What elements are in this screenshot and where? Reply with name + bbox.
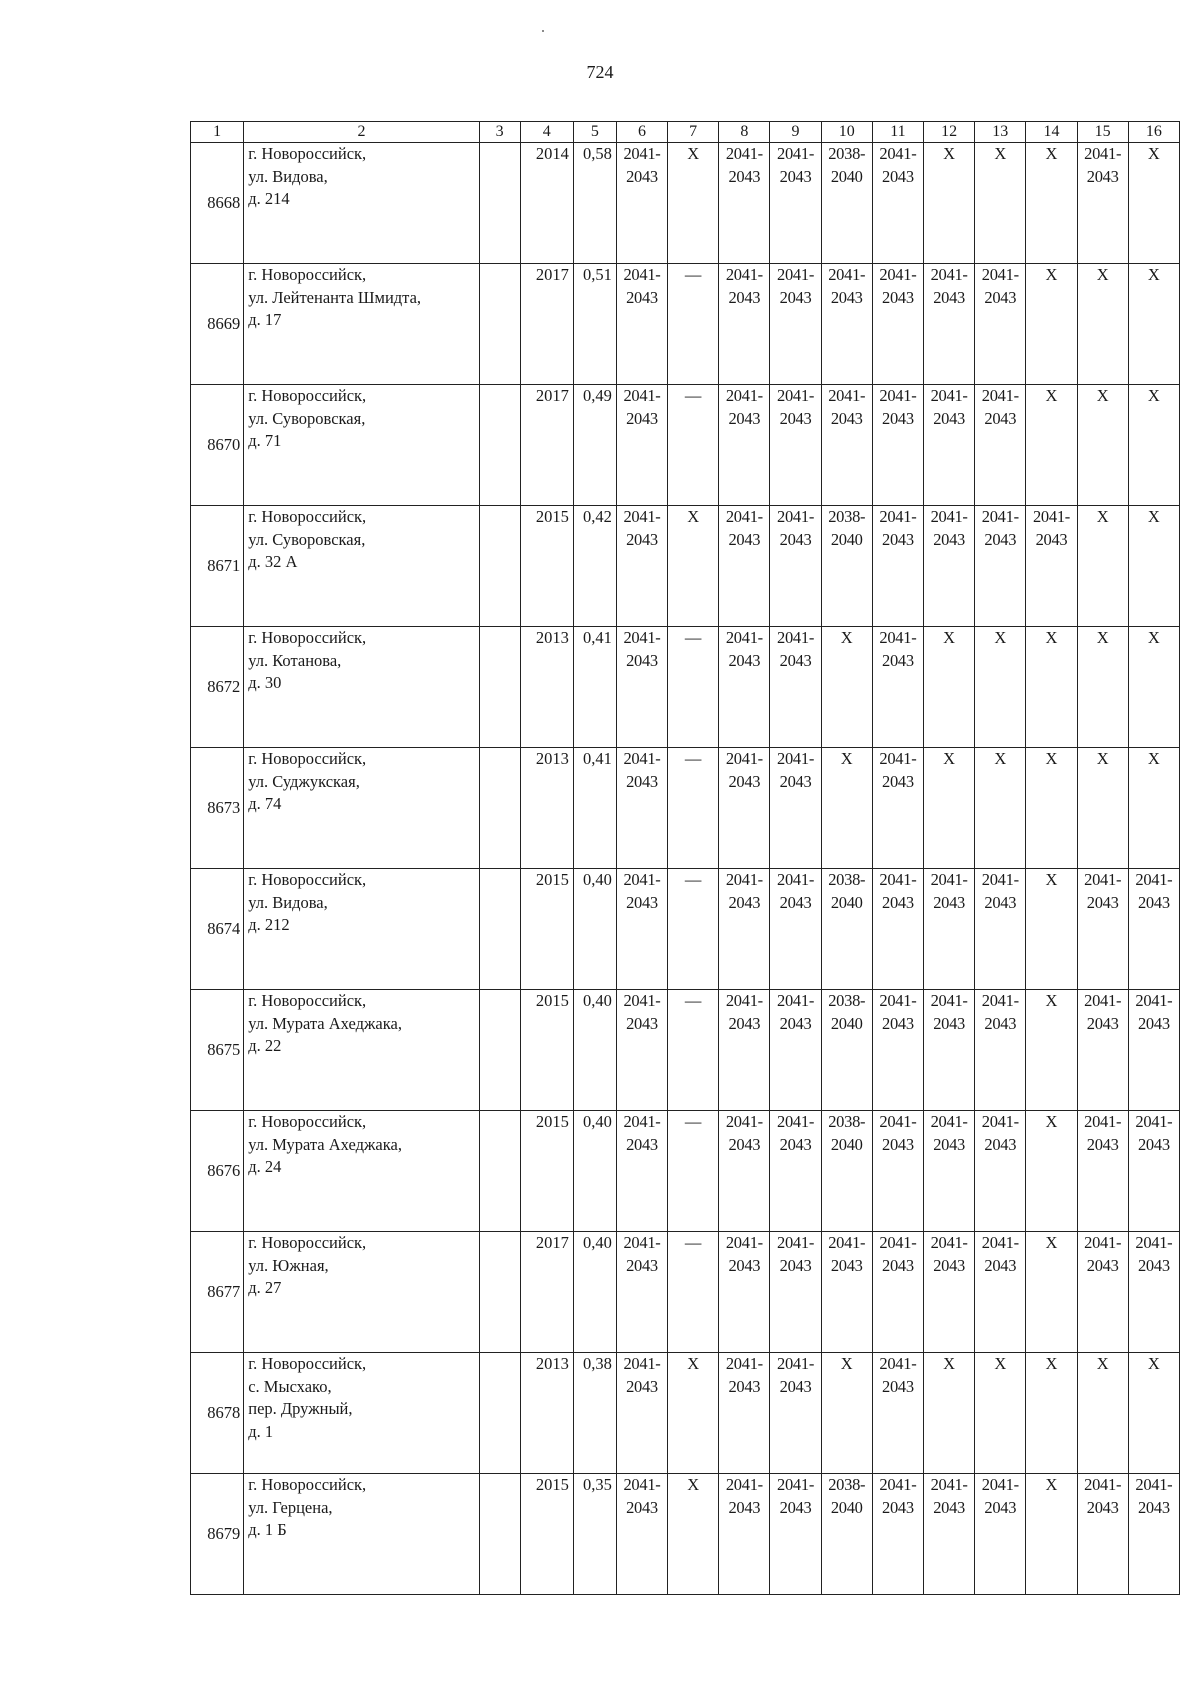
year-cell: 2015 xyxy=(520,1111,573,1232)
table-row xyxy=(191,1232,1180,1353)
address-line: г. Новороссийск, xyxy=(248,1233,367,1252)
year-cell: 2017 xyxy=(520,264,573,385)
period-cell: 2041- 2043 xyxy=(924,869,975,990)
address-line: г. Новороссийск, xyxy=(248,507,367,526)
period-cell: 2041- 2043 xyxy=(872,990,923,1111)
address-line: ул. Мурата Ахеджака, xyxy=(248,1134,402,1154)
address-cell xyxy=(244,1232,479,1353)
row-number: 8674 xyxy=(191,869,244,990)
period-cell: 2041- 2043 xyxy=(719,1232,770,1353)
period-cell: 2041- 2043 xyxy=(975,1474,1026,1595)
period-cell: 2041- 2043 xyxy=(924,506,975,627)
table-body xyxy=(191,143,1180,1595)
period-cell: 2041- 2043 xyxy=(719,869,770,990)
period-cell: 2041- 2043 xyxy=(1077,143,1128,264)
mark-cell: X xyxy=(821,748,872,869)
mark-cell: — xyxy=(668,264,719,385)
period-cell: 2041- 2043 xyxy=(616,1474,667,1595)
period-cell: 2041- 2043 xyxy=(924,264,975,385)
column-header-2: 2 xyxy=(244,122,479,143)
period-cell: 2041- 2043 xyxy=(1128,1474,1179,1595)
table-row xyxy=(191,748,1180,869)
mark-cell: X xyxy=(1026,627,1077,748)
period-cell: 2041- 2043 xyxy=(924,1232,975,1353)
period-cell: 2041- 2043 xyxy=(616,1111,667,1232)
value-cell: 0,35 xyxy=(573,1474,616,1595)
period-cell: 2041- 2043 xyxy=(770,264,821,385)
column-header-3: 3 xyxy=(479,122,520,143)
year-cell: 2013 xyxy=(520,748,573,869)
mark-cell: X xyxy=(1026,748,1077,869)
value-cell: 0,42 xyxy=(573,506,616,627)
row-number: 8669 xyxy=(191,264,244,385)
address-line: ул. Южная, xyxy=(248,1255,329,1275)
period-cell: 2041- 2043 xyxy=(1128,990,1179,1111)
period-cell: 2041- 2043 xyxy=(616,1353,667,1474)
column-header-10: 10 xyxy=(821,122,872,143)
row-number: 8679 xyxy=(191,1474,244,1595)
period-cell: 2041- 2043 xyxy=(770,1474,821,1595)
housing-registry-table xyxy=(190,121,1180,1595)
period-cell: 2041- 2043 xyxy=(975,385,1026,506)
address-line: ул. Лейтенанта Шмидта, xyxy=(248,287,422,307)
period-cell: 2041- 2043 xyxy=(872,506,923,627)
period-cell: 2041- 2043 xyxy=(719,385,770,506)
period-cell: 2041- 2043 xyxy=(975,1111,1026,1232)
value-cell: 0,40 xyxy=(573,1232,616,1353)
address-line: г. Новороссийск, xyxy=(248,628,367,647)
period-cell: 2041- 2043 xyxy=(872,1111,923,1232)
empty-cell xyxy=(479,1111,520,1232)
period-cell: 2038- 2040 xyxy=(821,143,872,264)
mark-cell: X xyxy=(1026,869,1077,990)
value-cell: 0,58 xyxy=(573,143,616,264)
address-cell xyxy=(244,990,479,1111)
column-header-15: 15 xyxy=(1077,122,1128,143)
address-line: г. Новороссийск, xyxy=(248,1354,367,1373)
column-header-12: 12 xyxy=(924,122,975,143)
address-line: ул. Видова, xyxy=(248,892,328,912)
column-header-14: 14 xyxy=(1026,122,1077,143)
empty-cell xyxy=(479,1353,520,1474)
mark-cell: — xyxy=(668,627,719,748)
mark-cell: X xyxy=(1026,1111,1077,1232)
mark-cell: X xyxy=(1026,264,1077,385)
period-cell: 2041- 2043 xyxy=(924,385,975,506)
period-cell: 2041- 2043 xyxy=(719,748,770,869)
period-cell: 2041- 2043 xyxy=(616,869,667,990)
period-cell: 2041- 2043 xyxy=(616,748,667,869)
mark-cell: X xyxy=(924,748,975,869)
mark-cell: — xyxy=(668,1111,719,1232)
column-header-8: 8 xyxy=(719,122,770,143)
year-cell: 2014 xyxy=(520,143,573,264)
mark-cell: X xyxy=(1128,1353,1179,1474)
year-cell: 2015 xyxy=(520,506,573,627)
period-cell: 2041- 2043 xyxy=(872,748,923,869)
value-cell: 0,41 xyxy=(573,627,616,748)
period-cell: 2041- 2043 xyxy=(1026,506,1077,627)
address-cell xyxy=(244,143,479,264)
row-number: 8678 xyxy=(191,1353,244,1474)
mark-cell: X xyxy=(668,506,719,627)
period-cell: 2041- 2043 xyxy=(975,506,1026,627)
period-cell: 2041- 2043 xyxy=(770,627,821,748)
column-header-7: 7 xyxy=(668,122,719,143)
period-cell: 2038- 2040 xyxy=(821,990,872,1111)
mark-cell: X xyxy=(821,1353,872,1474)
column-header-6: 6 xyxy=(616,122,667,143)
address-line: д. 1 xyxy=(248,1421,274,1441)
address-cell xyxy=(244,869,479,990)
column-header-13: 13 xyxy=(975,122,1026,143)
period-cell: 2041- 2043 xyxy=(770,1232,821,1353)
period-cell: 2041- 2043 xyxy=(770,506,821,627)
address-cell xyxy=(244,1474,479,1595)
period-cell: 2041- 2043 xyxy=(975,264,1026,385)
year-cell: 2017 xyxy=(520,385,573,506)
mark-cell: X xyxy=(1026,143,1077,264)
period-cell: 2041- 2043 xyxy=(1077,869,1128,990)
row-number: 8668 xyxy=(191,143,244,264)
period-cell: 2041- 2043 xyxy=(770,748,821,869)
column-header-11: 11 xyxy=(872,122,923,143)
year-cell: 2015 xyxy=(520,869,573,990)
period-cell: 2041- 2043 xyxy=(616,990,667,1111)
address-line: ул. Суворовская, xyxy=(248,408,366,428)
mark-cell: X xyxy=(1077,627,1128,748)
period-cell: 2041- 2043 xyxy=(872,143,923,264)
mark-cell: X xyxy=(975,143,1026,264)
period-cell: 2041- 2043 xyxy=(975,990,1026,1111)
row-number: 8677 xyxy=(191,1232,244,1353)
period-cell: 2041- 2043 xyxy=(719,143,770,264)
empty-cell xyxy=(479,385,520,506)
empty-cell xyxy=(479,869,520,990)
year-cell: 2013 xyxy=(520,627,573,748)
mark-cell: X xyxy=(975,627,1026,748)
address-line: д. 32 А xyxy=(248,552,298,571)
empty-cell xyxy=(479,506,520,627)
empty-cell xyxy=(479,748,520,869)
period-cell: 2041- 2043 xyxy=(616,385,667,506)
period-cell: 2041- 2043 xyxy=(616,143,667,264)
empty-cell xyxy=(479,627,520,748)
row-number: 8672 xyxy=(191,627,244,748)
address-cell xyxy=(244,1353,479,1474)
period-cell: 2038- 2040 xyxy=(821,506,872,627)
address-cell xyxy=(244,385,479,506)
address-line: ул. Мурата Ахеджака, xyxy=(248,1013,402,1033)
address-line: г. Новороссийск, xyxy=(248,870,367,889)
address-line: ул. Герцена, xyxy=(248,1497,333,1517)
period-cell: 2041- 2043 xyxy=(719,627,770,748)
address-line: пер. Дружный, xyxy=(248,1399,353,1418)
address-cell xyxy=(244,264,479,385)
period-cell: 2041- 2043 xyxy=(872,264,923,385)
mark-cell: X xyxy=(975,748,1026,869)
period-cell: 2041- 2043 xyxy=(770,143,821,264)
period-cell: 2041- 2043 xyxy=(719,990,770,1111)
address-line: с. Мысхако, xyxy=(248,1376,332,1396)
mark-cell: X xyxy=(1026,1474,1077,1595)
period-cell: 2041- 2043 xyxy=(719,1111,770,1232)
mark-cell: — xyxy=(668,385,719,506)
period-cell: 2041- 2043 xyxy=(975,869,1026,990)
period-cell: 2041- 2043 xyxy=(616,1232,667,1353)
page-number: 724 xyxy=(586,62,614,82)
period-cell: 2041- 2043 xyxy=(770,1353,821,1474)
year-cell: 2017 xyxy=(520,1232,573,1353)
address-line: г. Новороссийск, xyxy=(248,265,367,284)
mark-cell: X xyxy=(821,627,872,748)
column-header-5: 5 xyxy=(573,122,616,143)
period-cell: 2041- 2043 xyxy=(1077,1111,1128,1232)
year-cell: 2015 xyxy=(520,990,573,1111)
address-cell xyxy=(244,506,479,627)
address-line: г. Новороссийск, xyxy=(248,386,367,405)
address-line: ул. Котанова, xyxy=(248,650,342,670)
address-line: ул. Видова, xyxy=(248,166,328,186)
address-cell xyxy=(244,627,479,748)
value-cell: 0,38 xyxy=(573,1353,616,1474)
period-cell: 2041- 2043 xyxy=(1077,1474,1128,1595)
address-line: ул. Суворовская, xyxy=(248,529,366,549)
row-number: 8676 xyxy=(191,1111,244,1232)
period-cell: 2041- 2043 xyxy=(924,1111,975,1232)
period-cell: 2041- 2043 xyxy=(872,627,923,748)
value-cell: 0,40 xyxy=(573,869,616,990)
period-cell: 2041- 2043 xyxy=(821,385,872,506)
mark-cell: X xyxy=(1128,385,1179,506)
address-line: г. Новороссийск, xyxy=(248,1112,367,1131)
mark-cell: X xyxy=(1128,627,1179,748)
period-cell: 2041- 2043 xyxy=(719,1474,770,1595)
period-cell: 2041- 2043 xyxy=(872,1232,923,1353)
mark-cell: X xyxy=(1077,385,1128,506)
period-cell: 2041- 2043 xyxy=(975,1232,1026,1353)
address-cell xyxy=(244,748,479,869)
address-line: д. 30 xyxy=(248,673,282,692)
mark-cell: X xyxy=(924,627,975,748)
value-cell: 0,41 xyxy=(573,748,616,869)
year-cell: 2015 xyxy=(520,1474,573,1595)
column-header-1: 1 xyxy=(191,122,244,143)
value-cell: 0,49 xyxy=(573,385,616,506)
address-cell xyxy=(244,1111,479,1232)
mark-cell: X xyxy=(1128,143,1179,264)
address-line: г. Новороссийск, xyxy=(248,991,367,1010)
period-cell: 2041- 2043 xyxy=(719,506,770,627)
period-cell: 2041- 2043 xyxy=(872,1353,923,1474)
address-line: д. 17 xyxy=(248,310,282,329)
empty-cell xyxy=(479,990,520,1111)
table-row xyxy=(191,1353,1180,1474)
period-cell: 2041- 2043 xyxy=(1077,990,1128,1111)
mark-cell: X xyxy=(1026,1353,1077,1474)
mark-cell: — xyxy=(668,869,719,990)
table-row xyxy=(191,506,1180,627)
value-cell: 0,51 xyxy=(573,264,616,385)
address-line: д. 212 xyxy=(248,915,290,934)
row-number: 8675 xyxy=(191,990,244,1111)
period-cell: 2041- 2043 xyxy=(924,1474,975,1595)
period-cell: 2041- 2043 xyxy=(821,264,872,385)
mark-cell: X xyxy=(1026,385,1077,506)
empty-cell xyxy=(479,1232,520,1353)
address-line: д. 24 xyxy=(248,1157,282,1176)
period-cell: 2038- 2040 xyxy=(821,1474,872,1595)
table-row xyxy=(191,990,1180,1111)
period-cell: 2041- 2043 xyxy=(1128,869,1179,990)
column-header-9: 9 xyxy=(770,122,821,143)
address-line: д. 74 xyxy=(248,794,282,813)
period-cell: 2041- 2043 xyxy=(616,264,667,385)
value-cell: 0,40 xyxy=(573,1111,616,1232)
period-cell: 2038- 2040 xyxy=(821,1111,872,1232)
address-line: ул. Суджукская, xyxy=(248,771,360,791)
period-cell: 2041- 2043 xyxy=(770,990,821,1111)
address-line: г. Новороссийск, xyxy=(248,144,367,163)
period-cell: 2041- 2043 xyxy=(924,990,975,1111)
period-cell: 2041- 2043 xyxy=(770,869,821,990)
period-cell: 2041- 2043 xyxy=(1128,1232,1179,1353)
mark-cell: X xyxy=(1026,1232,1077,1353)
mark-cell: X xyxy=(1077,1353,1128,1474)
table-row xyxy=(191,264,1180,385)
period-cell: 2041- 2043 xyxy=(770,1111,821,1232)
mark-cell: X xyxy=(924,143,975,264)
period-cell: 2041- 2043 xyxy=(872,869,923,990)
period-cell: 2041- 2043 xyxy=(719,1353,770,1474)
mark-cell: — xyxy=(668,1232,719,1353)
column-header-4: 4 xyxy=(520,122,573,143)
mark-cell: X xyxy=(1026,990,1077,1111)
mark-cell: X xyxy=(1128,506,1179,627)
address-line: д. 214 xyxy=(248,189,290,208)
scan-speck xyxy=(542,30,544,32)
row-number: 8671 xyxy=(191,506,244,627)
address-line: д. 22 xyxy=(248,1036,282,1055)
period-cell: 2041- 2043 xyxy=(1128,1111,1179,1232)
mark-cell: X xyxy=(668,1474,719,1595)
address-line: г. Новороссийск, xyxy=(248,749,367,768)
empty-cell xyxy=(479,1474,520,1595)
table-row xyxy=(191,1474,1180,1595)
period-cell: 2041- 2043 xyxy=(770,385,821,506)
mark-cell: — xyxy=(668,748,719,869)
address-line: д. 27 xyxy=(248,1278,282,1297)
period-cell: 2038- 2040 xyxy=(821,869,872,990)
mark-cell: X xyxy=(1077,748,1128,869)
column-header-16: 16 xyxy=(1128,122,1179,143)
period-cell: 2041- 2043 xyxy=(616,627,667,748)
mark-cell: X xyxy=(975,1353,1026,1474)
table-row xyxy=(191,143,1180,264)
period-cell: 2041- 2043 xyxy=(821,1232,872,1353)
period-cell: 2041- 2043 xyxy=(719,264,770,385)
mark-cell: X xyxy=(1077,506,1128,627)
empty-cell xyxy=(479,143,520,264)
table-row xyxy=(191,869,1180,990)
empty-cell xyxy=(479,264,520,385)
row-number: 8670 xyxy=(191,385,244,506)
mark-cell: X xyxy=(924,1353,975,1474)
mark-cell: X xyxy=(1128,748,1179,869)
address-line: д. 1 Б xyxy=(248,1520,287,1539)
mark-cell: X xyxy=(1128,264,1179,385)
mark-cell: X xyxy=(668,143,719,264)
table-row xyxy=(191,627,1180,748)
mark-cell: — xyxy=(668,990,719,1111)
period-cell: 2041- 2043 xyxy=(872,385,923,506)
period-cell: 2041- 2043 xyxy=(1077,1232,1128,1353)
year-cell: 2013 xyxy=(520,1353,573,1474)
row-number: 8673 xyxy=(191,748,244,869)
table-row xyxy=(191,385,1180,506)
address-line: г. Новороссийск, xyxy=(248,1475,367,1494)
period-cell: 2041- 2043 xyxy=(872,1474,923,1595)
period-cell: 2041- 2043 xyxy=(616,506,667,627)
mark-cell: X xyxy=(668,1353,719,1474)
table-row xyxy=(191,1111,1180,1232)
value-cell: 0,40 xyxy=(573,990,616,1111)
column-number-row xyxy=(191,122,1180,143)
address-line: д. 71 xyxy=(248,431,282,450)
mark-cell: X xyxy=(1077,264,1128,385)
